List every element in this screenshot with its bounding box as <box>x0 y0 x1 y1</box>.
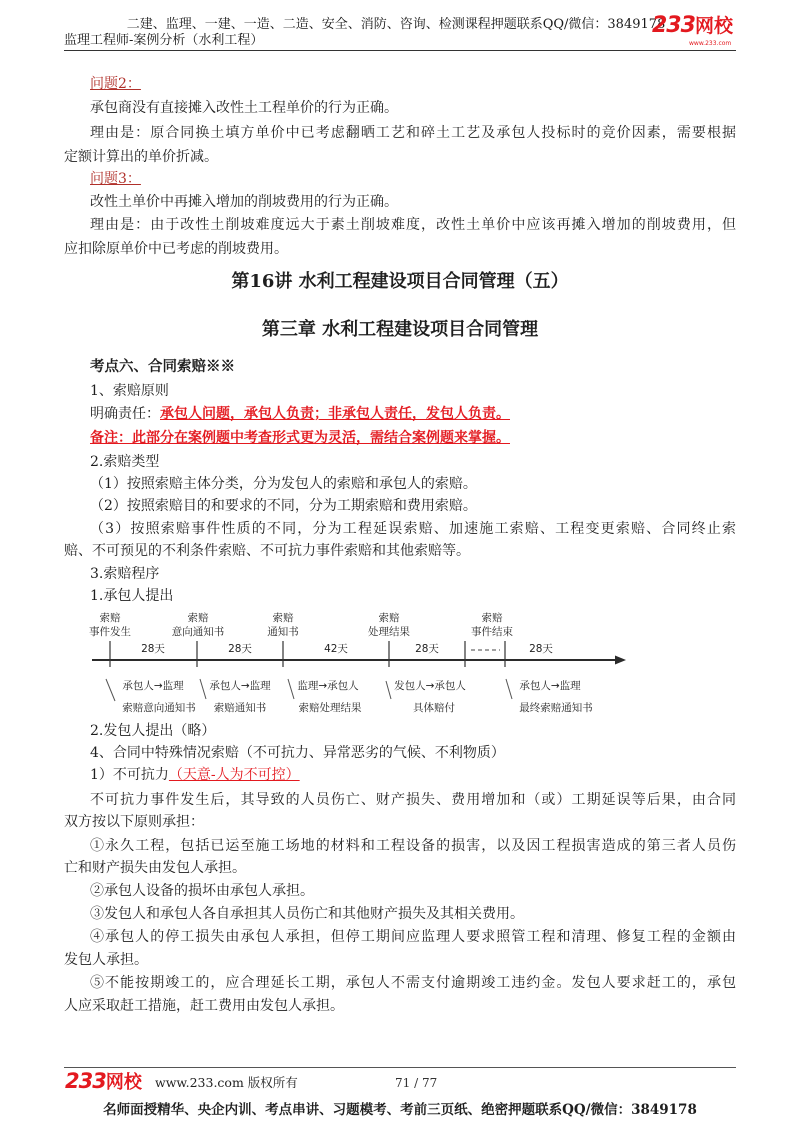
action-flow: 承包人→监理 <box>122 680 184 692</box>
milestone-claim-notice <box>243 611 323 639</box>
interval-label: 28天 <box>141 643 165 655</box>
types-heading: 2.索赔类型 <box>90 454 160 470</box>
action-document: 索赔处理结果 <box>298 702 362 714</box>
brand-logo-number: 233 <box>652 13 695 38</box>
milestone-prefix: 索赔 <box>272 612 294 624</box>
footer-divider <box>64 1067 736 1068</box>
question-2-answer: 承包商没有直接摊入改性土工程单价的行为正确。 <box>90 100 398 116</box>
paragraph-line: 双方按以下原则承担： <box>64 814 204 830</box>
type-item-cont: 赔、不可预见的不利条件索赔、不可抗力事件索赔和其他索赔等。 <box>64 543 470 559</box>
rule-item-4-cont: 发包人承担。 <box>64 952 148 968</box>
chapter-title: 第三章 水利工程建设项目合同管理 <box>261 319 539 340</box>
milestone-name: 通知书 <box>267 626 299 638</box>
contractor-claim-heading: 1.承包人提出 <box>90 588 174 604</box>
brand-logo <box>652 12 733 41</box>
question-3-reason-cont: 应扣除原单价中已考虑的削坡费用。 <box>64 241 288 257</box>
rule-item-2: ②承包人设备的损坏由承包人承担。 <box>90 883 314 899</box>
interval-label: 42天 <box>324 643 348 655</box>
rule-item-1: ①永久工程，包括已运至施工场地的材料和工程设备的损害，以及因工程损害造成的第三者人员伤 <box>90 838 736 854</box>
timeline-arrowhead <box>615 656 626 665</box>
milestone-name: 处理结果 <box>368 626 410 638</box>
question-3-label: 问题3： <box>90 171 141 187</box>
lecture-title: 第16讲 水利工程建设项目合同管理（五） <box>231 271 569 292</box>
milestone-name: 意向通知书 <box>171 626 225 638</box>
interval-label: 28天 <box>415 643 439 655</box>
question-2-reason-cont: 定额计算出的单价折减。 <box>64 149 218 165</box>
note-line: 备注：此部分在案例题中考查形式更为灵活，需结合案例题来掌握。 <box>90 430 510 446</box>
action-flow: 发包人→承包人 <box>394 680 466 692</box>
footer-copyright: www.233.com 版权所有 <box>155 1075 298 1090</box>
milestone-prefix: 索赔 <box>187 612 209 624</box>
milestone-prefix: 索赔 <box>378 612 400 624</box>
rule-item-4: ④承包人的停工损失由承包人承担，但停工期间应监理人要求照管工程和清理、修复工程的金额由 <box>90 929 736 945</box>
brand-logo-url: www.233.com <box>689 40 732 47</box>
milestone-name: 事件发生 <box>89 626 131 638</box>
interval-label: 28天 <box>529 643 553 655</box>
footer-promo-line: 名师面授精华、央企内训、考点串讲、习题模考、考前三页纸、绝密押题联系QQ/微信：3849178 <box>103 1102 697 1118</box>
rule-item-3: ③发包人和承包人各自承担其人员伤亡和其他财产损失及其相关费用。 <box>90 906 524 922</box>
force-majeure-note: （天意-人为不可控） <box>168 767 300 783</box>
milestone-claim-result <box>349 611 429 639</box>
principle-heading: 1、索赔原则 <box>90 383 169 399</box>
milestone-intent-notice <box>158 611 238 639</box>
question-3-answer: 改性土单价中再摊入增加的削坡费用的行为正确。 <box>90 194 398 210</box>
header-promo-line: 二建、监理、一建、一造、二造、安全、消防、咨询、检测课程押题联系QQ/微信：3849178 <box>126 17 666 32</box>
milestone-name: 事件结束 <box>471 626 513 638</box>
responsibility-line <box>90 404 510 424</box>
document-subtitle: 监理工程师-案例分析（水利工程） <box>64 33 264 48</box>
action-document: 索赔通知书 <box>213 702 267 714</box>
procedure-heading: 3.索赔程序 <box>90 566 160 582</box>
milestone-event-occurs <box>70 611 150 639</box>
special-claims-heading: 4、合同中特殊情况索赔（不可抗力、异常恶劣的气候、不利物质） <box>90 745 505 761</box>
type-item: （1）按照索赔主体分类，分为发包人的索赔和承包人的索赔。 <box>90 476 477 492</box>
employer-claim-heading: 2.发包人提出（略） <box>90 723 216 739</box>
question-2-label: 问题2： <box>90 76 141 92</box>
question-2-reason: 理由是：原合同换土填方单价中已考虑翻晒工艺和碎土工艺及承包人投标时的竞价因素，需要根据 <box>90 125 736 141</box>
milestone-prefix: 索赔 <box>99 612 121 624</box>
milestone-prefix: 索赔 <box>481 612 503 624</box>
action-document: 最终索赔通知书 <box>519 702 593 714</box>
question-3-reason: 理由是：由于改性土削坡难度远大于素土削坡难度，改性土单价中应该再摊入增加的削坡费用，但 <box>90 217 736 233</box>
footer-logo-text: 网校 <box>105 1072 142 1093</box>
milestone-event-ends <box>452 611 532 639</box>
page-number: 71 / 77 <box>395 1076 438 1090</box>
responsibility-text: 承包人问题，承包人负责；非承包人责任，发包人负责。 <box>160 406 510 422</box>
rule-item-5-cont: 人应采取赶工措施，赶工费用由发包人承担。 <box>64 998 344 1014</box>
footer-brand-logo <box>65 1068 142 1096</box>
header-divider <box>64 50 736 51</box>
action-flow: 承包人→监理 <box>209 680 271 692</box>
rule-item-1-cont: 亡和财产损失由发包人承担。 <box>64 860 246 876</box>
brand-logo-text: 网校 <box>694 15 733 37</box>
action-document: 索赔意向通知书 <box>122 702 196 714</box>
type-item: （3）按照索赔事件性质的不同，分为工程延误索赔、加速施工索赔、工程变更索赔、合同终止索 <box>90 521 736 537</box>
interval-label: 28天 <box>228 643 252 655</box>
topic-heading: 考点六、合同索赔※※ <box>90 358 235 375</box>
type-item: （2）按照索赔目的和要求的不同，分为工期索赔和费用索赔。 <box>90 498 477 514</box>
footer-logo-number: 233 <box>65 1069 106 1093</box>
force-majeure-line <box>90 765 300 785</box>
paragraph-line: 不可抗力事件发生后，其导致的人员伤亡、财产损失、费用增加和（或）工期延误等后果，由合同 <box>90 792 736 808</box>
action-flow: 监理→承包人 <box>297 680 359 692</box>
action-document: 具体赔付 <box>413 702 455 714</box>
responsibility-label: 明确责任： <box>90 406 160 422</box>
force-majeure-label: 1）不可抗力 <box>90 767 169 783</box>
action-flow: 承包人→监理 <box>519 680 581 692</box>
rule-item-5: ⑤不能按期竣工的，应合理延长工期，承包人不需支付逾期竣工违约金。发包人要求赶工的，承包 <box>90 975 736 991</box>
